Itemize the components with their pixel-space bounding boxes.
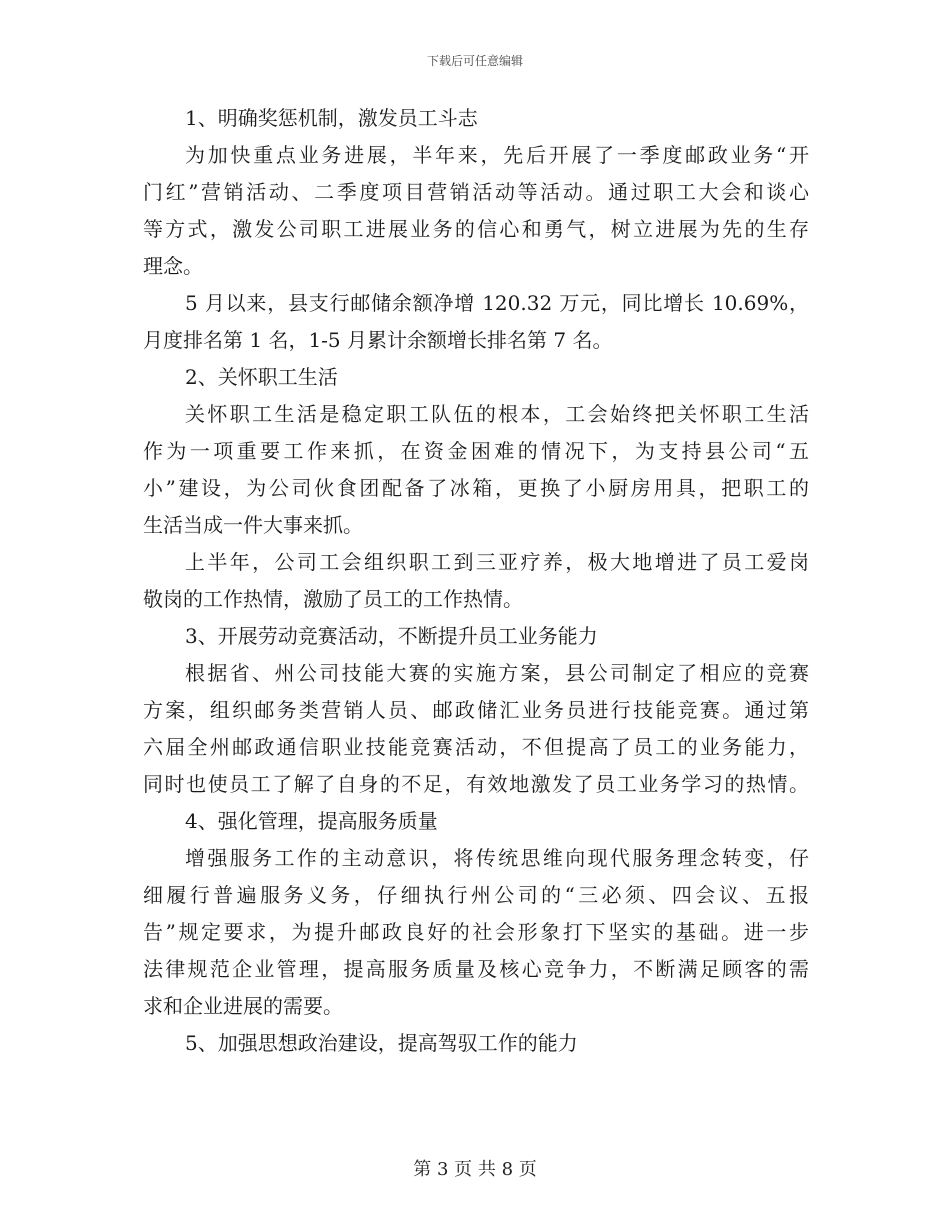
text-line: 敬岗的工作热情，激励了员工的工作热情。 [143,587,523,611]
text-line: 增强服务工作的主动意识，将传统思维向现代服务理念转变，仔 [185,846,809,870]
text-line: 1、明确奖惩机制，激发员工斗志 [185,106,478,130]
text-line: 小”建设，为公司伙食团配备了冰箱，更换了小厨房用具，把职工的 [143,476,809,500]
document-body [143,108,809,1070]
page-header: 下载后可任意编辑 [426,54,523,68]
text-line: 根据省、州公司技能大赛的实施方案，县公司制定了相应的竞赛 [185,661,809,685]
text-line: 作为一项重要工作来抓，在资金困难的情况下，为支持县公司“五 [143,439,809,463]
text-line: 月度排名第 1 名，1-5 月累计余额增长排名第 7 名。 [143,328,613,352]
text-line: 同时也使员工了解了自身的不足，有效地激发了员工业务学习的热情。 [143,772,809,796]
text-line: 六届全州邮政通信职业技能竞赛活动，不但提高了员工的业务能力， [143,735,809,759]
text-line: 生活当成一件大事来抓。 [143,513,363,537]
text-line: 5、加强思想政治建设，提高驾驭工作的能力 [185,1031,578,1055]
text-line: 求和企业进展的需要。 [143,994,343,1018]
text-line: 4、强化管理，提高服务质量 [185,809,438,833]
text-line: 等方式，激发公司职工进展业务的信心和勇气，树立进展为先的生存 [143,217,809,241]
text-line: 为加快重点业务进展，半年来，先后开展了一季度邮政业务“开 [185,143,809,167]
text-line: 5 月以来，县支行邮储余额净增 120.32 万元，同比增长 10.69%， [185,291,809,315]
text-line: 细履行普遍服务义务，仔细执行州公司的“三必须、四会议、五报 [143,883,809,907]
text-line: 3、开展劳动竞赛活动，不断提升员工业务能力 [185,624,598,648]
text-line: 告”规定要求，为提升邮政良好的社会形象打下坚实的基础。进一步 [143,920,809,944]
text-line: 法律规范企业管理，提高服务质量及核心竞争力，不断满足顾客的需 [143,957,809,981]
text-line: 2、关怀职工生活 [185,365,338,389]
text-line: 关怀职工生活是稳定职工队伍的根本，工会始终把关怀职工生活 [185,402,809,426]
text-line: 理念。 [143,254,203,278]
text-line: 上半年，公司工会组织职工到三亚疗养，极大地增进了员工爱岗 [185,550,809,574]
text-line: 方案，组织邮务类营销人员、邮政储汇业务员进行技能竞赛。通过第 [143,698,809,722]
text-line: 门红”营销活动、二季度项目营销活动等活动。通过职工大会和谈心 [143,180,809,204]
page-footer: 第 3 页 共 8 页 [413,1159,537,1180]
